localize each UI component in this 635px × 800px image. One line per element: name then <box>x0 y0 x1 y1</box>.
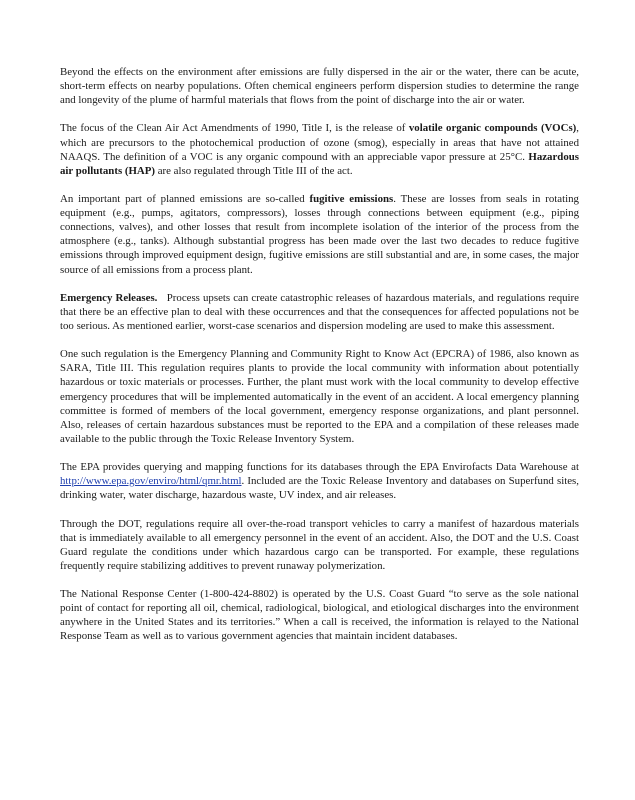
paragraph-text: The EPA provides querying and mapping functions for its databases through the EPA Envirofacts Data Warehouse at <box>60 461 579 474</box>
paragraph-envirofacts <box>60 460 579 502</box>
paragraph-text: are also regulated through Title III of the act. <box>155 164 353 177</box>
paragraph-national-response-center <box>60 587 579 643</box>
term-hap: Hazardous air pollutants (HAP) <box>60 150 579 177</box>
paragraph-dot-regulations <box>60 517 579 573</box>
document-page <box>60 65 579 658</box>
paragraph-text: Beyond the effects on the environment after emissions are fully dispersed in the air or the water, there can be acute, short-term effects on nearby populations. Often chemical engineers perform dispersion studies to determine the range and longevity of the plume of harmful materials that flows from the point of discharge into the air or water. <box>60 66 579 107</box>
paragraph-emergency-releases <box>60 291 579 333</box>
paragraph-text: An important part of planned emissions are so-called <box>60 193 310 206</box>
paragraph-text: . These are losses from seals in rotating equipment (e.g., pumps, agitators, compressors), losses through connections between equipment (e.g., piping connections, valves), and other losses that result from incomplete isolation of the interior of the process from the atmosphere (e.g., tanks). Although substantial progress has been made over the last two decades to reduce fugitive emissions through improved equipment design, fugitive emissions are still substantial and are, in some cases, the major source of all emissions from a process plant. <box>60 193 579 276</box>
paragraph-dispersion-effects <box>60 65 579 107</box>
paragraph-text: Through the DOT, regulations require all over-the-road transport vehicles to carry a manifest of hazardous materials that is immediately available to all emergency personnel in the event of an accident. Also, the DOT and the U.S. Coast Guard regulate the conditions under which hazardous cargo can be transported. For example, these regulations frequently require stabilizing additives to prevent runaway polymerization. <box>60 517 579 572</box>
envirofacts-link[interactable]: http://www.epa.gov/enviro/html/qmr.html <box>60 475 242 488</box>
paragraph-clean-air-act <box>60 121 579 177</box>
term-fugitive-emissions: fugitive emissions <box>309 193 394 206</box>
paragraph-fugitive-emissions <box>60 192 579 277</box>
term-vocs: volatile organic compounds (VOCs) <box>408 122 577 135</box>
paragraph-text: The focus of the Clean Air Act Amendments of 1990, Title I, is the release of <box>60 122 409 135</box>
paragraph-text: Process upsets can create catastrophic releases of hazardous materials, and regulations require that there be an effective plan to deal with these occurrences and that the consequences for affected populations not be too serious. As mentioned earlier, worst-case scenarios and dispersion modeling are used to make this assessment. <box>60 291 579 332</box>
paragraph-epcra <box>60 347 579 446</box>
paragraph-text: One such regulation is the Emergency Planning and Community Right to Know Act (EPCRA) of 1986, also known as SARA, Title III. This regulation requires plants to provide the local community with information about potentially hazardous or toxic materials or processes. Further, the plant must work with the local community to develop effective emergency procedures that will be implemented automatically in the event of an accident. A local emergency planning committee is formed of members of the local government, emergency response organizations, and plant personnel. Also, releases of certain hazardous substances must be reported to the EPA and a compilation of these releases made available to the public through the Toxic Release Inventory System. <box>60 348 579 445</box>
paragraph-text: , which are precursors to the photochemical production of ozone (smog), especially in areas that have not attained NAAQS. The definition of a VOC is any organic compound with an appreciable vapor pressure at 25°C. <box>60 122 579 163</box>
paragraph-text: . Included are the Toxic Release Inventory and databases on Superfund sites, drinking water, water discharge, hazardous waste, UV index, and air releases. <box>60 475 579 502</box>
paragraph-text: The National Response Center (1-800-424-8802) is operated by the U.S. Coast Guard “to serve as the sole national point of contact for reporting all oil, chemical, radiological, biological, and etiological discharges into the environment anywhere in the United States and its territories.” When a call is received, the information is relayed to the National Response Team as well as to various government agencies that maintain incident databases. <box>60 588 579 643</box>
heading-emergency-releases: Emergency Releases. <box>60 291 158 304</box>
